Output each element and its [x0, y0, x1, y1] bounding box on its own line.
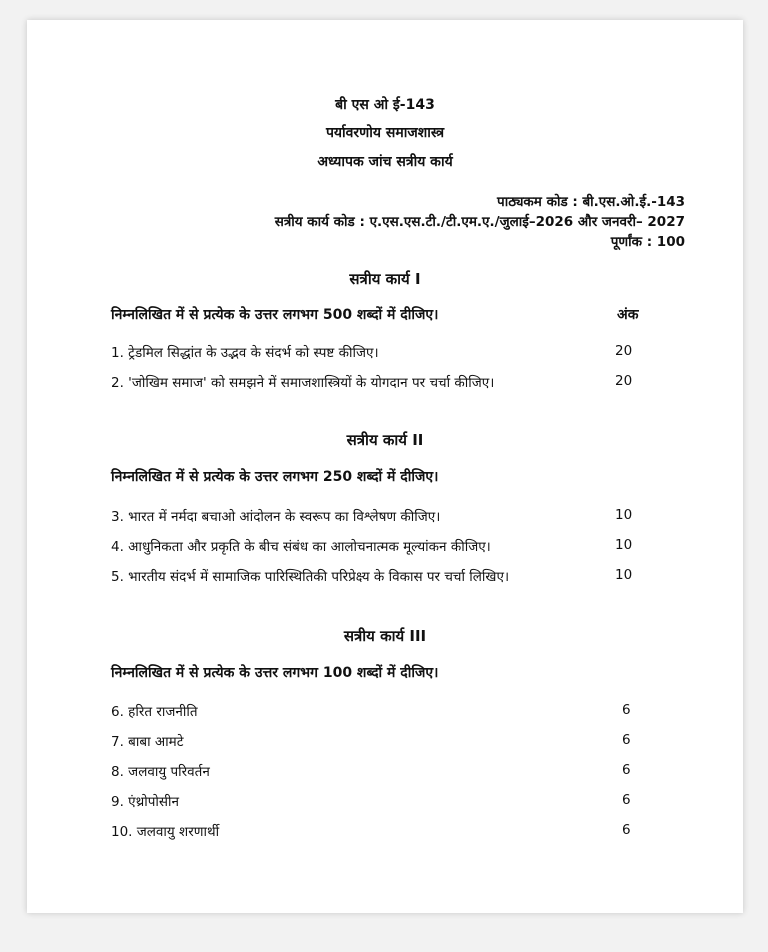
section-1-instruction: निम्नलिखित में से प्रत्येक के उत्तर लगभग 500 शब्दों में दीजिए। [111, 307, 439, 323]
assignment-subtitle: अध्यापक जांच सत्रीय कार्य [317, 154, 453, 170]
question-5: 5. भारतीय संदर्भ में सामाजिक पारिस्थितिकी परिप्रेक्ष्य के विकास पर चर्चा लिखिए। [111, 569, 510, 585]
section-1-heading: सत्रीय कार्य I [349, 270, 421, 288]
section-3-heading: सत्रीय कार्य III [343, 627, 427, 645]
question-3: 3. भारत में नर्मदा बचाओ आंदोलन के स्वरूप का विश्लेषण कीजिए। [111, 509, 441, 525]
question-5-marks: 10 [615, 567, 633, 583]
document-page [27, 20, 743, 913]
marks-column-header: अंक [617, 307, 639, 323]
question-1-marks: 20 [615, 343, 633, 359]
question-9-marks: 6 [622, 792, 631, 808]
course-code-line: पाठ्यकम कोड : बी.एस.ओ.ई.-143 [497, 194, 685, 210]
question-3-marks: 10 [615, 507, 633, 523]
question-10-marks: 6 [622, 822, 631, 838]
course-code-heading: बी एस ओ ई-143 [335, 97, 435, 113]
section-3-instruction: निम्नलिखित में से प्रत्येक के उत्तर लगभग 100 शब्दों में दीजिए। [111, 665, 439, 681]
section-2-heading: सत्रीय कार्य II [346, 431, 424, 449]
question-4: 4. आधुनिकता और प्रकृति के बीच संबंध का आलोचनात्मक मूल्यांकन कीजिए। [111, 539, 491, 555]
question-6-marks: 6 [622, 702, 631, 718]
assignment-code-line: सत्रीय कार्य कोड : ए.एस.एस.टी./टी.एम.ए./जुलाई–2026 और जनवरी– 2027 [274, 214, 685, 230]
question-7-marks: 6 [622, 732, 631, 748]
question-9: 9. एंथ्रोपोसीन [111, 794, 180, 810]
question-1: 1. ट्रेडमिल सिद्धांत के उद्भव के संदर्भ को स्पष्ट कीजिए। [111, 345, 379, 361]
max-marks-line: पूर्णांक : 100 [610, 234, 685, 250]
question-10: 10. जलवायु शरणार्थी [111, 824, 220, 840]
course-title: पर्यावरणोय समाजशास्त्र [325, 125, 445, 141]
question-6: 6. हरित राजनीति [111, 704, 198, 720]
section-2-instruction: निम्नलिखित में से प्रत्येक के उत्तर लगभग 250 शब्दों में दीजिए। [111, 469, 439, 485]
question-8: 8. जलवायु परिवर्तन [111, 764, 210, 780]
question-4-marks: 10 [615, 537, 633, 553]
question-2-marks: 20 [615, 373, 633, 389]
question-8-marks: 6 [622, 762, 631, 778]
question-7: 7. बाबा आमटे [111, 734, 184, 750]
question-2: 2. 'जोखिम समाज' को समझने में समाजशास्त्रियों के योगदान पर चर्चा कीजिए। [111, 375, 495, 391]
